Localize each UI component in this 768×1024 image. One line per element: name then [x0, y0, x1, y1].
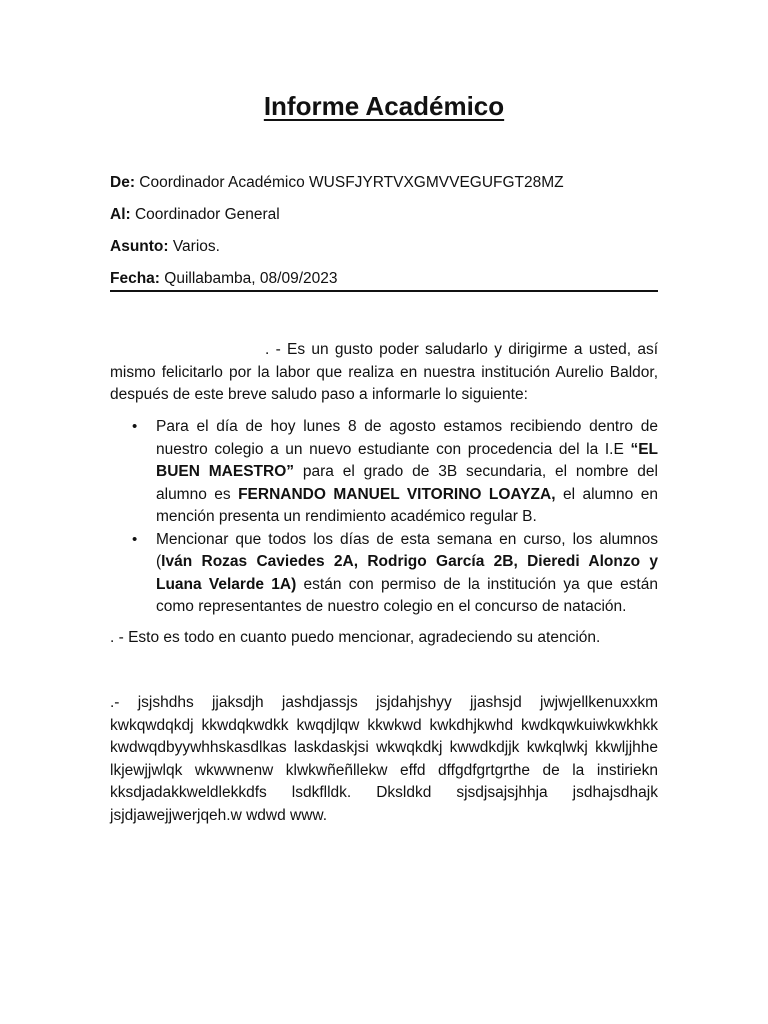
bullet2-text-1: Mencionar que todos los días de esta semana en curso, los alumnos ( [156, 530, 658, 570]
date-value: Quillabamba, 08/09/2023 [159, 270, 338, 287]
list-item [110, 416, 658, 529]
date-label: Fecha: [110, 270, 160, 287]
memo-header [110, 172, 658, 292]
to-value: Coordinador General [130, 206, 280, 223]
subject-row [110, 236, 658, 258]
bullet2-bold-1: Iván Rozas Caviedes 2A, Rodrigo García 2B, Dieredi Alonzo y Luana Velarde 1A) [156, 553, 658, 593]
list-item [110, 529, 658, 619]
to-label: Al: [110, 206, 131, 223]
document-title: Informe Académico [263, 91, 505, 121]
from-row [110, 172, 658, 194]
bullet2-text-2: están con permiso de la institución ya que están como representantes de nuestro colegio en el concurso de natación. [156, 575, 658, 615]
bullet1-bold-1: “EL BUEN MAESTRO” [156, 440, 658, 480]
bullet1-text-2: para el grado de 3B secundaria, el nombre del alumno es [156, 463, 658, 503]
closing-paragraph: . - Esto es todo en cuanto puedo mencionar, agradeciendo su atención. [110, 629, 601, 646]
extra-paragraph: .- jsjshdhs jjaksdjh jashdjassjs jsjdahjshyy jjashsjd jwjwjellkenuxxkm kwkqwdqkdj kkwdqkwdkk kwqdjlqw kkwkwd kwkdhjkwhd kwdkqwkuiwkwkhkk kwdwqdbyywhhskasdlkas laskdaskjsi wkwqkdkj kwwdkdjjk kwkqlwkj kkwljjhhe lkjewjjwlqk wkwwnenw klwkwñeñllekw effd dffgdfgrtgrthe de la instiriekn kksdjadakkweldlekkdfs lsdkflldk. Dksldkd sjsdjsajsjhhja jsdhajsdhajk jsjdjawejjwerjqeh.w wdwd www. [110, 694, 658, 824]
bullet1-text-3: el alumno en mención presenta un rendimiento académico regular B. [156, 485, 658, 525]
date-row [110, 268, 658, 292]
from-value: Coordinador Académico WUSFJYRTVXGMVVEGUFGT28MZ [134, 174, 564, 191]
bullet-icon: • [132, 418, 138, 435]
intro-text: . - Es un gusto poder saludarlo y dirigirme a usted, así mismo felicitarlo por la labor que realiza en nuestra institución Aurelio Baldor, después de este breve saludo paso a informarle lo siguiente: [110, 341, 658, 403]
intro-paragraph [110, 339, 658, 407]
subject-value: Varios. [168, 238, 220, 255]
bullet1-bold-2: FERNANDO MANUEL VITORINO LOAYZA, [238, 485, 556, 503]
bullet-list [110, 416, 658, 619]
to-row [110, 204, 658, 226]
bullet-icon: • [132, 530, 138, 548]
from-label: De: [110, 174, 135, 191]
subject-label: Asunto: [110, 238, 169, 255]
bullet1-text-1: Para el día de hoy lunes 8 de agosto estamos recibiendo dentro de nuestro colegio a un nuevo estudiante con procedencia del la I.E [156, 418, 658, 458]
